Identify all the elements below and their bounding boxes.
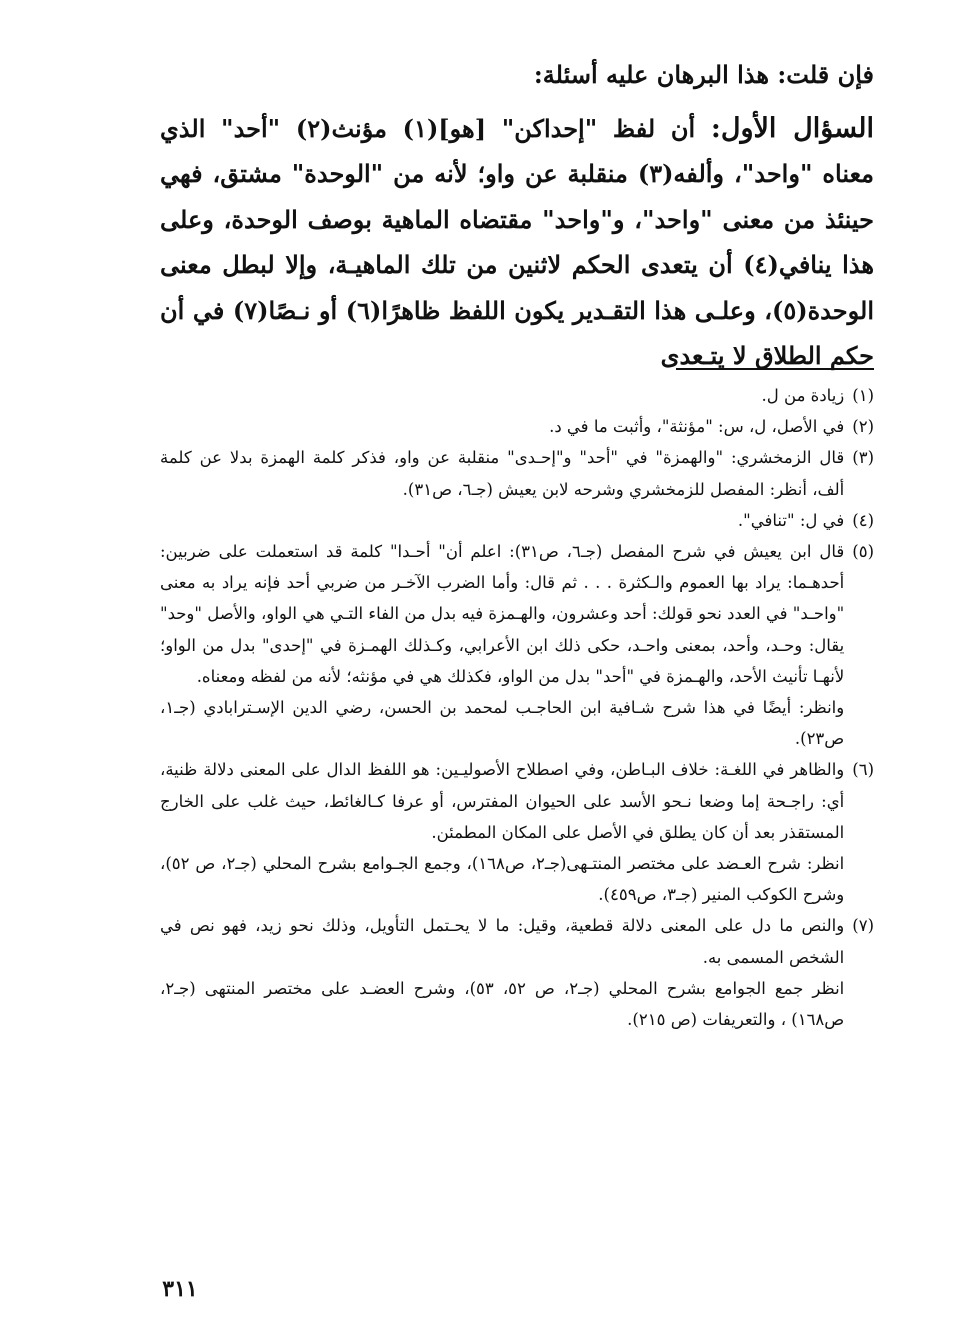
footnote-paragraph: قال الزمخشري: "والهمزة" في "أحد" و"إحـدى" منقلبة عن واو، فذكر كلمة الهمزة بدلا عن كلمة ألف، أنظر: المفصل للزمخشري وشرحه لابن يعيش (جـ٦، ص٣١). (160, 448, 845, 499)
footnote-text (160, 411, 844, 442)
footnote-3 (160, 442, 874, 504)
question-paragraph (160, 106, 874, 379)
main-text (160, 52, 874, 379)
footnote-paragraph: قال ابن يعيش في شرح المفصل (جـ٦، ص٣١): اعلم أن" أحـدا" كلمة قد استعملت على ضربين: أحدهـما: يراد بها العموم والـكثرة . . . ثم قال: وأما الضرب الآخـر من ضربي أحد فإنه يراد به معنى "واحـد" في العدد نحو قولك: أحد وعشرون، والهـمزة فيه بدل من الفاء التـي هي الواو، والأصل "وحد" يقال: وحـد، وأحد، بمعنى واحـد، حكى ذلك ابن الأعرابي، وكـذلك الهمـزة في "إحدى" بدل من الواو؛ لأنهـا تأنيث الأحد، والهـمزة في "أحد" بدل من الواو، فكذلك هي في مؤنثه؛ لأنه من لفظه ومعناه. (159, 542, 845, 686)
intro-line: فإن قلت: هذا البرهان عليه أسئلة: (533, 60, 874, 89)
footnote-text (160, 380, 844, 411)
footnote-paragraph: انظر جمع الجوامع بشرح المحلي (جـ٢، ص ٥٢، ٥٣)، وشرح العضـد على مختصر المنتهى (جـ٢، ص١٦٨) ، والتعريفات (ص ٢١٥). (160, 978, 845, 1030)
footnote-7 (160, 910, 874, 1035)
question-label: السؤال الأول: (710, 112, 875, 144)
footnote-separator (676, 368, 874, 370)
footnote-number: (١) (852, 386, 874, 405)
footnote-text (160, 505, 844, 536)
footnote-paragraph: والنص ما دل على المعنى دلالة قطعية، وقيل: ما لا يحـتمل التأويل، وذلك نحو زيد، فهو نص في الشخص المسمى به. (160, 916, 845, 967)
footnote-paragraph: والظاهر في اللغـة: خلاف البـاطن، وفي اصطلاح الأصوليـين: هو اللفظ الدال على المعنى دلالة ظنية، أي: راجـحة إما وضعا نـحو الأسد على الحيوان المفترس، أو عرفا كـالغائط، حيث غلب على الخارج المستقذر بعد أن كان يطلق في الأصل على المكان المطمئن. (160, 760, 845, 842)
footnote-paragraph: انظر: شرح العـضد على مختصر المنتـهى(جـ٢، ص١٦٨)، وجمع الجـوامع بشرح المحلي (جـ٢، ص ٥٢)، وشرح الكوكب المنير (جـ٣، ص٤٥٩). (160, 854, 845, 905)
footnote-4 (160, 505, 874, 536)
footnote-text (160, 536, 844, 754)
footnote-1 (160, 380, 874, 411)
question-text: أن لفظ "إحداكن" [هو](١) مؤنث(٢) "أحد" الذي معناه "واحد"، وألفه(٣) منقلبة عن واو؛ لأنه من "الوحدة" مشتق، فهي حينئذ من معنى "واحد"، و"واحد" مقتضاه الماهية بوصف الوحدة، وعلى هذا ينافي(٤) أن يتعدى الحكم لاثنين من تلك الماهيـة، وإلا لبطل معنى الوحدة(٥)، وعلـى هذا التقـدير يكون اللفظ ظاهرًا(٦) أو نـصًا(٧) في أن حكم الطلاق لا يتـعدى (160, 113, 875, 370)
page-number: ٣١١ (162, 1276, 198, 1302)
footnote-text (160, 442, 844, 504)
footnote-2 (160, 411, 874, 442)
footnote-5 (160, 536, 874, 754)
footnote-paragraph: في الأصل، ل، س: "مؤنثة"، وأثبت ما في د. (549, 417, 845, 437)
footnote-paragraph: زيادة من ل. (761, 386, 845, 405)
footnotes (160, 380, 874, 1035)
footnote-number: (٧) (852, 916, 874, 936)
footnote-6 (160, 754, 874, 910)
footnote-text (160, 754, 844, 910)
footnote-paragraph: في ل: "تنافي". (737, 510, 845, 530)
footnote-number: (٦) (852, 760, 874, 780)
footnote-text (160, 910, 844, 1035)
footnote-number: (٢) (852, 417, 874, 437)
footnote-paragraph: وانظر: أيضًا في هذا شرح شـافية ابن الحاجـب لمحمد بن الحسن، رضي الدين الإسـترابادي (جـ١، ص٢٣). (160, 698, 845, 749)
footnote-number: (٥) (852, 542, 874, 562)
footnote-number: (٤) (852, 510, 874, 530)
footnote-number: (٣) (852, 448, 874, 468)
